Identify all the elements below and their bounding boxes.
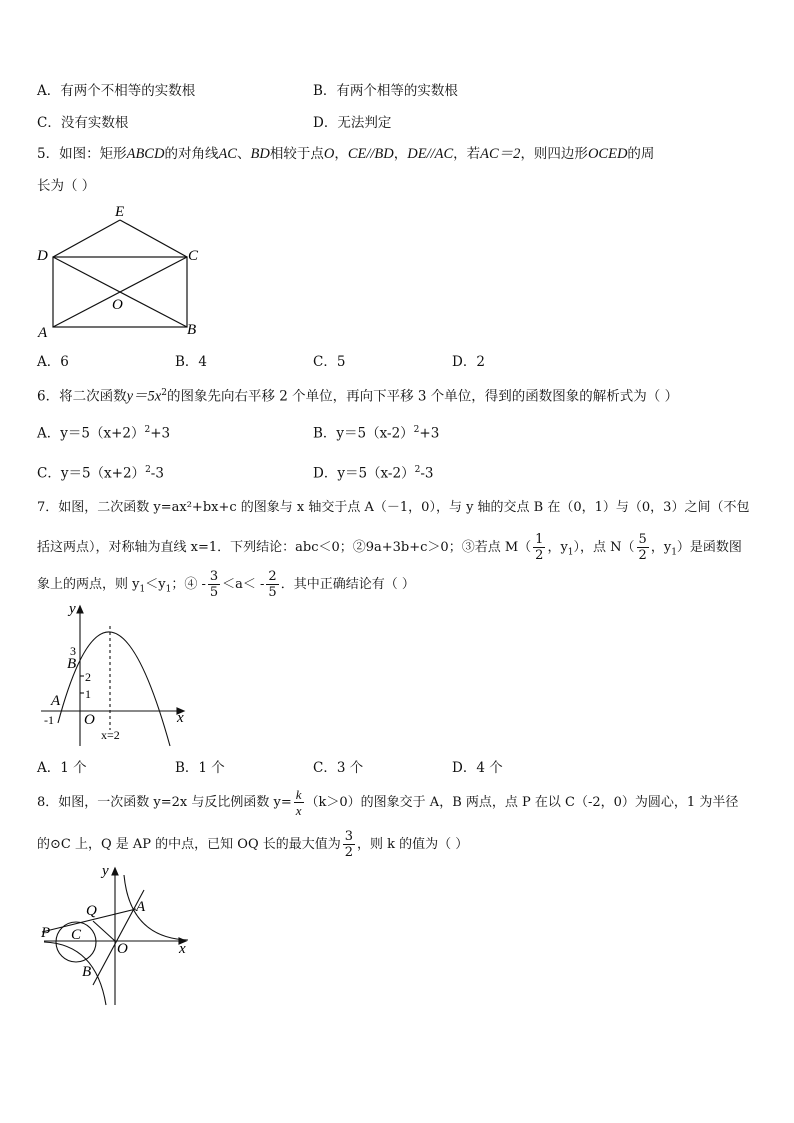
q4-option-a: A．有两个不相等的实数根 <box>37 83 196 99</box>
label-c: C <box>188 248 199 264</box>
q7-stem-line3: 象上的两点，则 $y_1<y_1$；④ - $\frac{3}{5}$ ＜a＜ - $\frac{2}{5}$ ．其中正确结论有（ ） <box>37 569 415 600</box>
q7-stem-line1: 7．如图，二次函数 y=ax²+bx+c 的图象与 x 轴交于点 A（－1，0），与 y 轴的交点 B 在（0，1）与（0，3）之间（不包 <box>37 500 750 515</box>
hyperbola-branch-2 <box>44 942 106 1005</box>
fraction-k-x: $\frac{k}{x}$ <box>295 787 302 818</box>
label-d: D <box>37 248 48 264</box>
q6-option-b: B．$y=5(x-2)^2+3$ <box>313 425 440 442</box>
label-neg1: -1 <box>44 713 54 727</box>
label-c: C <box>71 927 82 943</box>
q5-option-b: B．4 <box>175 354 208 370</box>
q6-stem: 6．将二次函数$y=5x^2$的图象先向右平移 2 个单位，再向下平移 3 个单位，得到的函数图象的解析式为（ ） <box>37 388 679 405</box>
label-a: A <box>51 693 61 709</box>
q5-option-c: C．5 <box>313 354 346 370</box>
q4-option-b: B．有两个相等的实数根 <box>313 83 458 99</box>
label-b: B <box>67 656 77 672</box>
label-3: 3 <box>70 644 76 658</box>
q5-stem-line2: 长为（ ） <box>37 178 96 194</box>
label-e: E <box>115 204 125 220</box>
q5-option-a: A．6 <box>37 354 69 370</box>
fraction-n: $\frac{5}{2}$ <box>638 532 647 563</box>
label-1: 1 <box>85 687 91 701</box>
label-p: P <box>41 925 51 941</box>
segment-oq <box>93 921 115 941</box>
label-b: B <box>187 322 197 338</box>
label-a: A <box>136 899 146 915</box>
label-o: O <box>112 297 123 313</box>
q8-hyperbola-figure <box>36 860 206 1010</box>
q7-option-b: B．1 个 <box>175 760 225 776</box>
label-a: A <box>38 325 48 341</box>
label-b: B <box>82 964 92 980</box>
q5-option-d: D．2 <box>452 354 485 370</box>
label-q: Q <box>86 903 97 919</box>
label-2: 2 <box>85 670 91 684</box>
q6-option-c: C．$y=5(x+2)^2-3$ <box>37 465 164 482</box>
q7-option-c: C．3 个 <box>313 760 364 776</box>
label-y: y <box>102 863 109 879</box>
segment-de <box>53 220 120 257</box>
label-axis: x=2 <box>101 728 120 742</box>
label-o: O <box>117 941 128 957</box>
q7-parabola-figure <box>36 598 206 748</box>
label-x: x <box>177 710 184 726</box>
q7-option-d: D．4 个 <box>452 760 503 776</box>
label-y: y <box>69 601 76 617</box>
segment-ce <box>120 220 187 257</box>
label-x: x <box>179 941 186 957</box>
y-axis-arrow <box>77 606 83 613</box>
label-o: O <box>84 712 95 728</box>
fraction-3-2: $\frac{3}{2}$ <box>344 829 354 860</box>
q8-stem-line2: 的⊙C 上，Q 是 AP 的中点，已知 OQ 长的最大值为 $\frac{3}{2}$ ，则 k 的值为（ ） <box>37 829 469 860</box>
fraction-m: $\frac{1}{2}$ <box>535 532 544 563</box>
q5-stem-line1: 5．如图：矩形ABCD的对角线AC、BD相较于点O，CE//BD，DE//AC，若AC＝2，则四边形OCED的周 <box>37 146 655 162</box>
y-axis-arrow <box>112 868 118 875</box>
q5-rectangle-figure <box>30 200 230 340</box>
fraction-3-5: $\frac{3}{5}$ <box>209 569 219 600</box>
q8-stem-line1: 8．如图，一次函数 y=2x 与反比例函数 y= $\frac{k}{x}$ （k＞0）的图象交于 A，B 两点，点 P 在以 C（-2，0）为圆心，1 为半径 <box>37 787 739 818</box>
q6-option-a: A．$y=5(x+2)^2+3$ <box>37 425 171 442</box>
q4-option-d: D．无法判定 <box>313 115 392 131</box>
q7-stem-line2: 括这两点），对称轴为直线 x=1．下列结论：abc＜0；②9a+3b+c＞0；③若点 M（ $\frac{1}{2}$ ，$y_1$），点 N（ $\frac{5}{2}$ ，$y_1$）是函数图 <box>37 532 742 563</box>
hyperbola-branch-1 <box>124 875 188 940</box>
fraction-2-5: $\frac{2}{5}$ <box>268 569 277 600</box>
q4-option-c: C．没有实数根 <box>37 115 129 131</box>
q7-option-a: A．1 个 <box>37 760 87 776</box>
q6-option-d: D．$y=5(x-2)^2-3$ <box>313 465 434 482</box>
